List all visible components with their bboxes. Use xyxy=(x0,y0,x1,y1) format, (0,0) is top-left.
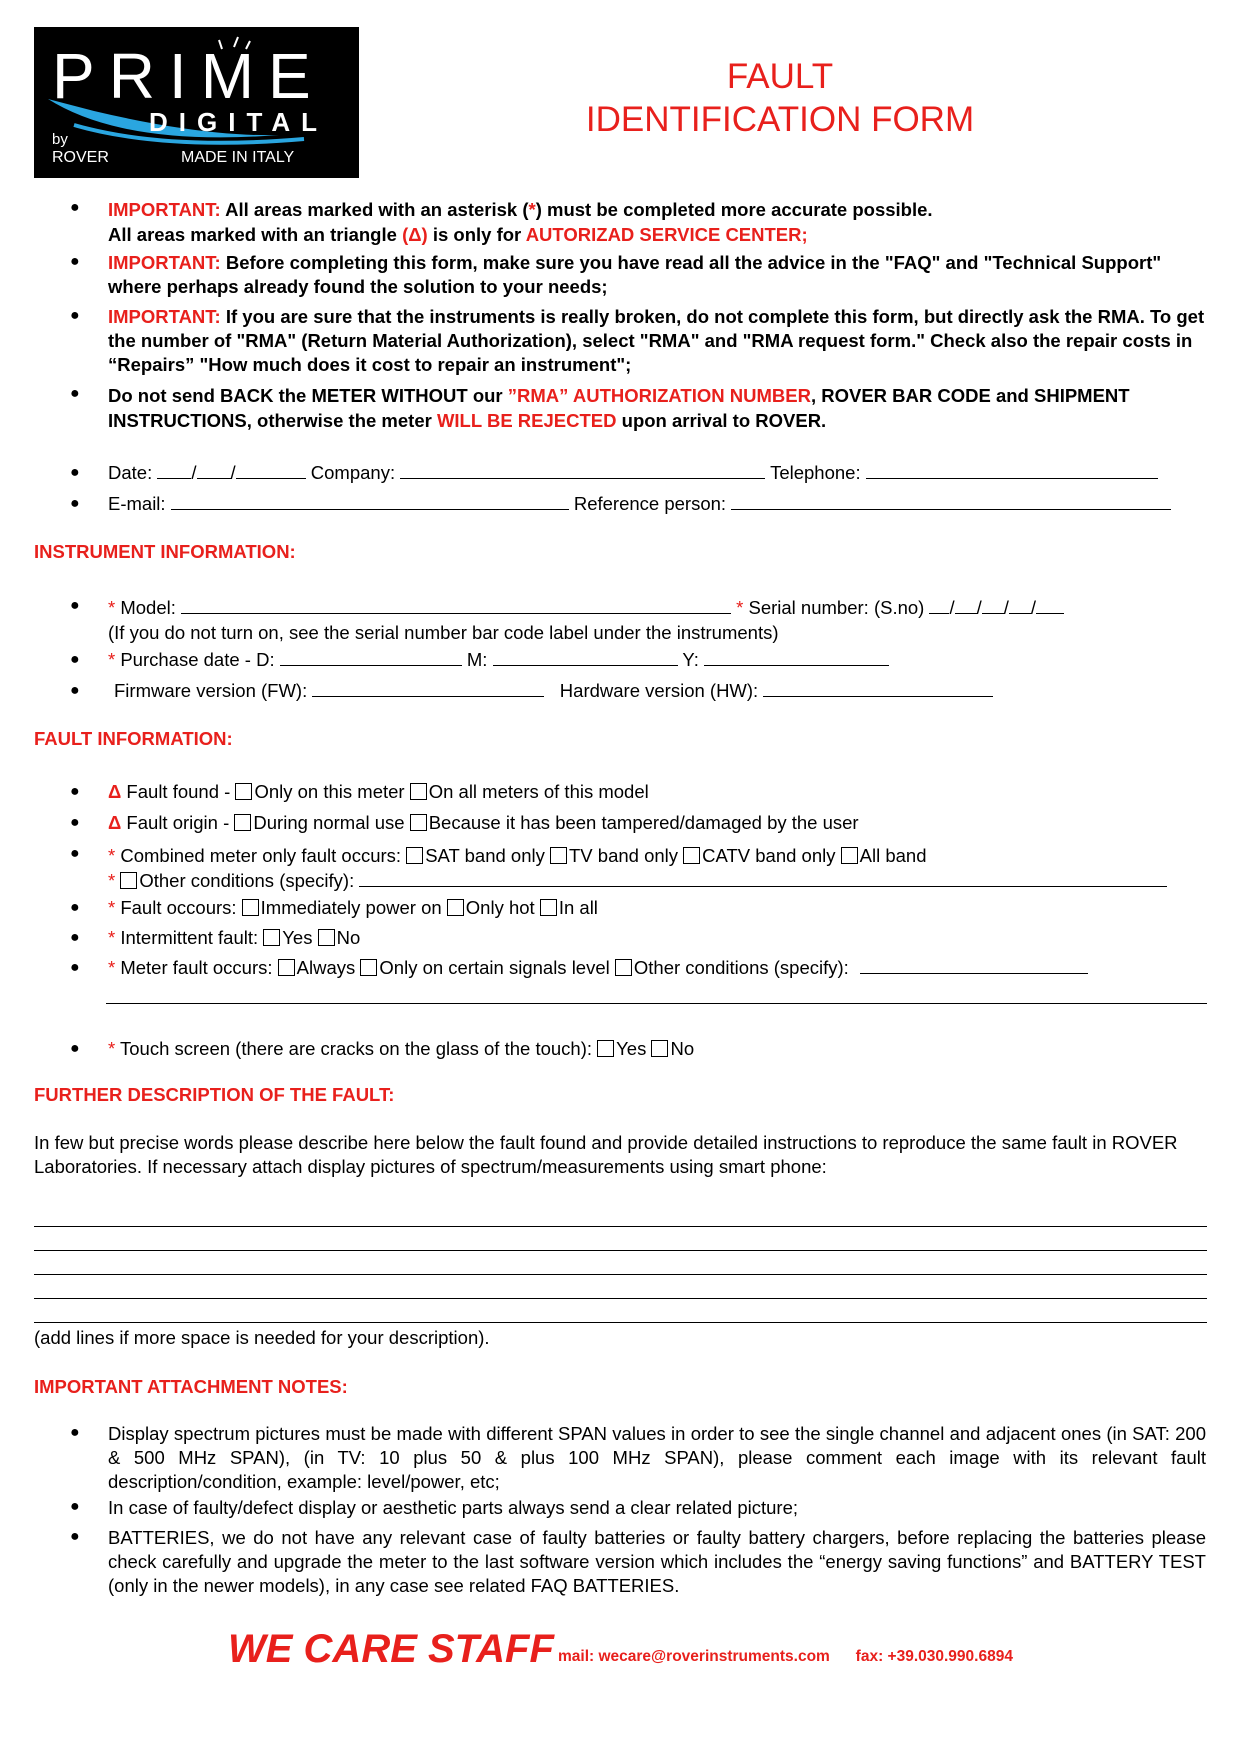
description-line-1[interactable] xyxy=(34,1226,1207,1227)
company-field[interactable] xyxy=(400,462,765,479)
bullet-icon: ● xyxy=(70,651,80,668)
asterisk: * xyxy=(108,845,116,866)
checkbox-label: Yes xyxy=(282,927,313,948)
reference-label: Reference person: xyxy=(573,493,727,514)
brand-logo xyxy=(34,27,359,178)
description-line-4[interactable] xyxy=(34,1298,1207,1299)
attach-heading: IMPORTANT ATTACHMENT NOTES: xyxy=(34,1376,348,1397)
important-text: All areas marked with an asterisk ( xyxy=(220,199,529,220)
only-hot-checkbox[interactable] xyxy=(447,899,464,916)
intermittent-yes-checkbox[interactable] xyxy=(263,929,280,946)
bullet-icon: ● xyxy=(70,899,80,916)
date-sep: / xyxy=(230,462,236,483)
sat-band-checkbox[interactable] xyxy=(406,847,423,864)
asterisk: * xyxy=(108,897,116,918)
serial-sep: / xyxy=(949,597,955,618)
fault-origin-label: Fault origin - xyxy=(121,812,235,833)
serial-label: Serial number: (S.no) xyxy=(743,597,925,618)
serial-sep: / xyxy=(1003,597,1009,618)
logo-brand: PRIME xyxy=(52,40,325,112)
logo-rover: ROVER xyxy=(52,149,109,166)
tampered-checkbox[interactable] xyxy=(410,814,427,831)
checkbox-label: On all meters of this model xyxy=(428,781,649,802)
description-line-5[interactable] xyxy=(34,1322,1207,1323)
important-text: is only for xyxy=(427,224,526,245)
checkbox-label: Other conditions (specify): xyxy=(139,870,355,891)
checkbox-label: No xyxy=(670,1038,695,1059)
bullet-icon: ● xyxy=(70,495,80,512)
intermittent-label: Intermittent fault: xyxy=(115,927,264,948)
purchase-month-field[interactable] xyxy=(493,649,678,666)
bullet-icon: ● xyxy=(70,959,80,976)
bullet-icon: ● xyxy=(70,1528,80,1545)
bullet-icon: ● xyxy=(70,1424,80,1441)
bullet-icon: ● xyxy=(70,814,80,831)
all-band-checkbox[interactable] xyxy=(841,847,858,864)
meter-other-checkbox[interactable] xyxy=(615,959,632,976)
asterisk: * xyxy=(108,927,116,948)
touch-label: Touch screen (there are cracks on the glass of the touch): xyxy=(115,1038,598,1059)
title-line-2: IDENTIFICATION FORM xyxy=(585,100,975,139)
bullet-icon: ● xyxy=(70,929,80,946)
checkbox-label: No xyxy=(336,927,361,948)
bullet-icon: ● xyxy=(70,199,80,216)
important-text: Before completing this form, make sure you have read all the advice in the "FAQ" and "Technical Support" where perhaps already found the solution to your needs; xyxy=(108,252,1162,297)
rejected-text: WILL BE REJECTED xyxy=(436,410,617,431)
checkbox-label: Yes xyxy=(616,1038,647,1059)
checkbox-label: Because it has been tampered/damaged by the user xyxy=(428,812,859,833)
important-text: ) must be completed more accurate possible. xyxy=(535,199,933,220)
in-all-checkbox[interactable] xyxy=(540,899,557,916)
touch-no-checkbox[interactable] xyxy=(651,1040,668,1057)
we-care-staff: WE CARE STAFF xyxy=(228,1627,554,1671)
checkbox-label: Only hot xyxy=(465,897,535,918)
attach-note-text: BATTERIES, we do not have any relevant case of faulty batteries or faulty battery chargers, before replacing the batteries please check carefully and upgrade the meter to the last software version which includes the “energy saving functions” and BATTERY TEST (only in the newer models), in any case see related FAQ BATTERIES. xyxy=(108,1527,1206,1596)
serial-sep: / xyxy=(976,597,982,618)
meter-other-field[interactable] xyxy=(860,957,1088,974)
occours-label: Fault occours: xyxy=(115,897,242,918)
telephone-label: Telephone: xyxy=(770,462,861,483)
purchase-label: Purchase date - D: xyxy=(115,649,275,670)
checkbox-label: Only on this meter xyxy=(254,781,405,802)
checkbox-label: Only on certain signals level xyxy=(379,957,610,978)
certain-signals-checkbox[interactable] xyxy=(360,959,377,976)
triangle-symbol: Δ xyxy=(108,781,122,802)
model-field[interactable] xyxy=(181,597,731,614)
other-conditions-checkbox[interactable] xyxy=(120,872,137,889)
description-line-2[interactable] xyxy=(34,1250,1207,1251)
important-text: If you are sure that the instruments is really broken, do not complete this form, but directly ask the RMA. To get the number of "RMA" (Return Material Authorization), select "RMA" and "RMA request form." Check also the repair costs in “Repairs” "How much does it cost to repair an instrument"; xyxy=(108,306,1205,375)
rma-text: ”RMA” AUTHORIZATION NUMBER xyxy=(507,385,811,406)
bullet-icon: ● xyxy=(70,783,80,800)
checkbox-label: SAT band only xyxy=(425,845,545,866)
asterisk: * xyxy=(108,957,116,978)
logo-made: MADE IN ITALY xyxy=(181,149,295,166)
bullet-icon: ● xyxy=(70,464,80,481)
important-text: All areas marked with an triangle xyxy=(108,224,403,245)
service-center-text: AUTORIZAD SERVICE CENTER; xyxy=(525,224,808,245)
touch-yes-checkbox[interactable] xyxy=(597,1040,614,1057)
email-field[interactable] xyxy=(171,493,569,510)
reference-field[interactable] xyxy=(731,493,1171,510)
tv-band-checkbox[interactable] xyxy=(550,847,567,864)
checkbox-label: Other conditions (specify): xyxy=(633,957,849,978)
important-label: IMPORTANT: xyxy=(108,306,221,327)
always-checkbox[interactable] xyxy=(278,959,295,976)
important-label: IMPORTANT: xyxy=(108,252,221,273)
combined-label: Combined meter only fault occurs: xyxy=(115,845,407,866)
purchase-year-field[interactable] xyxy=(704,649,889,666)
serial-field-2[interactable] xyxy=(955,597,977,614)
bullet-icon: ● xyxy=(70,682,80,699)
bullet-icon: ● xyxy=(70,385,80,402)
date-sep: / xyxy=(191,462,197,483)
important-label: IMPORTANT: xyxy=(108,199,221,220)
purchase-day-field[interactable] xyxy=(280,649,462,666)
date-month-field[interactable] xyxy=(197,462,231,479)
firmware-label: Firmware version (FW): xyxy=(114,680,308,701)
description-line-3[interactable] xyxy=(34,1274,1207,1275)
attach-note-text: Display spectrum pictures must be made with different SPAN values in order to see the single channel and adjacent ones (in SAT: 200 & 500 MHz SPAN), (in TV: 10 plus 50 & plus 100 MHz SPAN), please comment each image with its relevant fault description/condition, example: level/power, etc; xyxy=(108,1423,1206,1492)
checkbox-label: Immediately power on xyxy=(260,897,442,918)
bullet-icon: ● xyxy=(70,307,80,324)
normal-use-checkbox[interactable] xyxy=(234,814,251,831)
model-label: Model: xyxy=(115,597,176,618)
date-label: Date: xyxy=(108,462,153,483)
checkbox-label: CATV band only xyxy=(702,845,836,866)
serial-field-5[interactable] xyxy=(1036,597,1064,614)
all-meters-checkbox[interactable] xyxy=(410,783,427,800)
instrument-heading: INSTRUMENT INFORMATION: xyxy=(34,541,296,562)
asterisk: * xyxy=(108,597,116,618)
bullet-icon: ● xyxy=(70,1040,80,1057)
firmware-field[interactable] xyxy=(312,680,544,697)
checkbox-label: Always xyxy=(296,957,356,978)
telephone-field[interactable] xyxy=(866,462,1158,479)
hardware-label: Hardware version (HW): xyxy=(559,680,759,701)
only-this-meter-checkbox[interactable] xyxy=(235,783,252,800)
page-title xyxy=(560,55,1000,141)
checkbox-label: All band xyxy=(859,845,927,866)
bullet-icon: ● xyxy=(70,253,80,270)
triangle-symbol: (Δ) xyxy=(402,224,428,245)
bullet-icon: ● xyxy=(70,1498,80,1515)
important-text: , ROVER BAR CODE and SHIPMENT INSTRUCTIONS, otherwise the meter xyxy=(108,385,1130,431)
bullet-icon: ● xyxy=(70,597,80,614)
asterisk: * xyxy=(108,649,116,670)
checkbox-label: TV band only xyxy=(569,845,679,866)
asterisk: * xyxy=(528,199,536,220)
year-label: Y: xyxy=(682,649,699,670)
power-on-checkbox[interactable] xyxy=(242,899,259,916)
serial-field-4[interactable] xyxy=(1009,597,1031,614)
important-text: Do not send BACK the METER WITHOUT our xyxy=(108,385,508,406)
logo-sub: DIGITAL xyxy=(149,107,329,137)
bullet-icon: ● xyxy=(70,845,80,862)
footer-contact: mail: wecare@roverinstruments.com fax: +39.030.990.6894 xyxy=(558,1648,1013,1665)
fault-found-label: Fault found - xyxy=(121,781,236,802)
catv-band-checkbox[interactable] xyxy=(683,847,700,864)
logo-by: by xyxy=(52,131,68,148)
triangle-symbol: Δ xyxy=(108,812,122,833)
checkbox-label: During normal use xyxy=(253,812,405,833)
serial-field-3[interactable] xyxy=(982,597,1004,614)
month-label: M: xyxy=(466,649,488,670)
fault-heading: FAULT INFORMATION: xyxy=(34,728,233,749)
attach-note-text: In case of faulty/defect display or aesthetic parts always send a clear related picture; xyxy=(108,1497,799,1518)
meter-fault-label: Meter fault occurs: xyxy=(115,957,278,978)
email-label: E-mail: xyxy=(108,493,166,514)
title-line-1: FAULT xyxy=(726,57,834,96)
further-heading: FURTHER DESCRIPTION OF THE FAULT: xyxy=(34,1084,395,1105)
asterisk: * xyxy=(108,870,116,891)
other-conditions-field[interactable] xyxy=(359,870,1167,887)
asterisk: * xyxy=(736,597,744,618)
important-text: upon arrival to ROVER. xyxy=(616,410,827,431)
further-text: In few but precise words please describe here below the fault found and provide detailed instructions to reproduce the same fault in ROVER Laboratories. If necessary attach display pictures of spectrum/measurements using smart phone: xyxy=(34,1132,1178,1177)
add-lines-note: (add lines if more space is needed for your description). xyxy=(34,1327,490,1348)
hardware-field[interactable] xyxy=(763,680,993,697)
date-day-field[interactable] xyxy=(157,462,191,479)
serial-note: (If you do not turn on, see the serial number bar code label under the instruments) xyxy=(108,622,779,643)
meter-other-field-2[interactable] xyxy=(106,1003,1207,1004)
intermittent-no-checkbox[interactable] xyxy=(318,929,335,946)
serial-sep: / xyxy=(1030,597,1037,618)
serial-field-1[interactable] xyxy=(929,597,949,614)
asterisk: * xyxy=(108,1038,116,1059)
company-label: Company: xyxy=(310,462,396,483)
checkbox-label: In all xyxy=(558,897,598,918)
date-year-field[interactable] xyxy=(236,462,306,479)
